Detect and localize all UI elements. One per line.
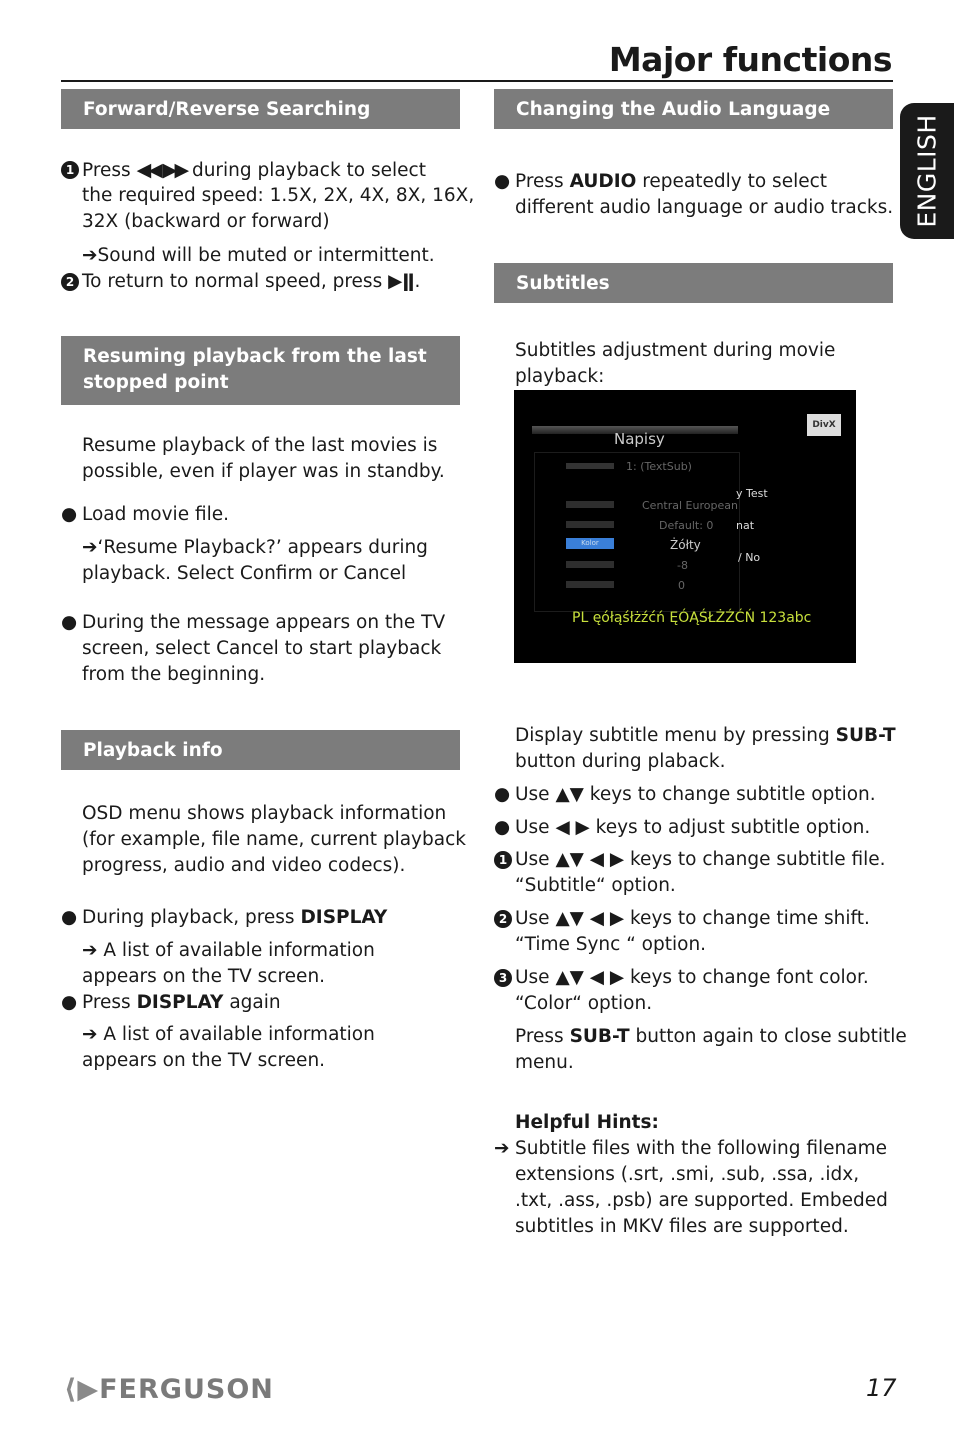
info-line-6: appears on the TV screen. — [82, 966, 326, 987]
sub-line-3b: SUB-T — [835, 725, 896, 746]
info-line-7b: DISPLAY — [136, 992, 224, 1013]
fr-line-4 — [61, 243, 435, 269]
header-resume — [61, 336, 460, 405]
info-line-7c: again — [223, 992, 281, 1013]
language-tab — [900, 103, 954, 239]
info-line-4 — [61, 905, 387, 931]
subtitle-menu-screenshot — [514, 390, 856, 663]
hints-line-1-text: Subtitle files with the following filename — [515, 1138, 888, 1159]
audio-line-1 — [494, 169, 827, 195]
res-line-8: from the beginning. — [82, 664, 266, 685]
hints-line-1 — [494, 1136, 887, 1162]
arrow-icon: ➔ — [82, 537, 98, 558]
menu-side-1: y Test — [736, 487, 768, 500]
res-line-2: possible, even if player was in standby. — [82, 461, 445, 482]
sub-line-8: “Subtitle“ option. — [515, 875, 676, 896]
menu-value-5: 0 — [678, 579, 685, 592]
sub-line-11 — [494, 965, 869, 991]
res-line-5: playback. Select Confirm or Cancel — [82, 563, 407, 584]
fr-line-3: 32X (backward or forward) — [82, 211, 330, 232]
hints-line-3: .txt, .ass, .psb) are supported. Embeded — [515, 1190, 888, 1211]
menu-panel — [534, 452, 740, 612]
ferguson-logo-text: FERGUSON — [99, 1374, 274, 1405]
menu-value-3: Żółty — [670, 538, 701, 552]
bullet-icon: ● — [61, 504, 78, 525]
sub-line-14: menu. — [515, 1052, 574, 1073]
page-title: Major functions — [608, 40, 892, 79]
res-line-7: screen, select Cancel to start playback — [82, 638, 442, 659]
sub-line-6 — [494, 815, 870, 841]
sub-line-6b: keys to adjust subtitle option. — [589, 817, 871, 838]
res-line-6 — [61, 610, 445, 636]
arrows-icon: ▲▼ ◀ ▶ — [555, 967, 625, 988]
info-line-7 — [61, 990, 281, 1016]
ferguson-logo — [64, 1374, 274, 1405]
sub-line-9b: keys to change time shift. — [624, 908, 870, 929]
menu-value-2: Default: 0 — [659, 519, 714, 532]
menu-row-label-1 — [566, 501, 614, 508]
header-resume-line-2: stopped point — [83, 372, 229, 393]
sub-line-13a: Press — [515, 1026, 570, 1047]
info-line-2: (for example, file name, current playback — [82, 829, 466, 850]
header-playback-info — [61, 730, 460, 770]
audio-line-1a: Press — [515, 171, 570, 192]
menu-row-label-5 — [566, 581, 614, 588]
step-1-icon: 1 — [61, 161, 79, 179]
res-line-4-text: ‘Resume Playback?’ appears during — [97, 537, 428, 558]
menu-value-1: Central European — [642, 499, 738, 512]
sub-line-13 — [494, 1024, 907, 1050]
sub-line-13b: SUB-T — [569, 1026, 630, 1047]
bullet-icon: ● — [494, 817, 511, 838]
bullet-icon: ● — [61, 992, 78, 1013]
subtitle-sample: PL ęółąśłżźćń ĘÓĄŚŁŻŹĆŃ 123abc — [572, 610, 812, 626]
header-subtitles — [494, 263, 893, 303]
bullet-icon: ● — [61, 612, 78, 633]
sub-line-9 — [494, 906, 870, 932]
bullet-icon: ● — [494, 171, 511, 192]
sub-line-6a: Use — [515, 817, 556, 838]
arrow-icon: ➔ — [82, 940, 98, 961]
step-3-icon: 3 — [494, 969, 512, 987]
menu-side-3: / No — [738, 551, 761, 564]
res-line-4 — [61, 535, 428, 561]
info-line-4b: DISPLAY — [300, 907, 388, 928]
language-tab-label: ENGLISH — [912, 114, 942, 228]
info-line-3: progress, audio and video codecs). — [82, 855, 406, 876]
menu-row-label-2 — [566, 521, 614, 528]
bullet-icon: ● — [494, 784, 511, 805]
info-line-7a: Press — [82, 992, 137, 1013]
res-line-3-text: Load movie file. — [82, 504, 230, 525]
fr-line-2: the required speed: 1.5X, 2X, 4X, 8X, 16X, — [82, 185, 475, 206]
info-line-9: appears on the TV screen. — [82, 1050, 326, 1071]
sub-line-5b: keys to change subtitle option. — [583, 784, 876, 805]
left-right-icon: ◀ ▶ — [555, 817, 590, 838]
divx-logo-icon: DivX — [807, 414, 841, 436]
menu-side-2: nat — [736, 519, 755, 532]
header-forward-reverse — [61, 89, 460, 129]
audio-line-1c: repeatedly to select — [636, 171, 828, 192]
audio-line-1b: AUDIO — [569, 171, 637, 192]
sub-line-10: “Time Sync “ option. — [515, 934, 707, 955]
ferguson-logo-mark-icon: ⟨▶ — [64, 1374, 100, 1405]
fr-line-1b: during playback to select — [186, 160, 426, 181]
sub-line-12: “Color“ option. — [515, 993, 653, 1014]
info-line-5-text: A list of available information — [97, 940, 375, 961]
audio-line-2: different audio language or audio tracks. — [515, 197, 894, 218]
sub-line-1: Subtitles adjustment during movie — [515, 340, 836, 361]
header-subtitles-text: Subtitles — [516, 273, 610, 294]
info-line-8 — [61, 1022, 375, 1048]
step-2-icon: 2 — [494, 910, 512, 928]
header-playback-info-text: Playback info — [83, 740, 223, 761]
sub-line-5 — [494, 782, 876, 808]
sub-line-11a: Use — [515, 967, 556, 988]
res-line-6-text: During the message appears on the TV — [82, 612, 446, 633]
hints-title: Helpful Hints: — [515, 1112, 659, 1133]
res-line-3 — [61, 502, 229, 528]
menu-file-label — [566, 463, 614, 469]
fr-line-5: 2 To return to normal speed, press ▶ǁ. — [61, 269, 420, 295]
header-audio-language-text: Changing the Audio Language — [516, 99, 831, 120]
step-2-icon: 2 — [61, 273, 79, 291]
arrows-icon: ▲▼ ◀ ▶ — [555, 849, 625, 870]
sub-line-7 — [494, 847, 886, 873]
fr-line-1 — [61, 157, 426, 184]
header-resume-line-1: Resuming playback from the last — [83, 346, 427, 367]
fr-line-1a: Press — [82, 160, 137, 181]
menu-row-label-4 — [566, 561, 614, 568]
page-number: 17 — [866, 1374, 897, 1402]
info-line-1: OSD menu shows playback information — [82, 803, 447, 824]
info-line-5 — [61, 938, 375, 964]
header-forward-reverse-text: Forward/Reverse Searching — [83, 99, 371, 120]
play-pause-icon: ▶ǁ — [388, 271, 415, 292]
arrow-icon: ➔ — [82, 1024, 98, 1045]
res-line-1: Resume playback of the last movies is — [82, 435, 438, 456]
menu-value-4: -8 — [677, 559, 688, 572]
hints-line-4: subtitles in MKV files are supported. — [515, 1216, 849, 1237]
fr-line-5-text: To return to normal speed, press — [82, 271, 389, 292]
header-audio-language — [494, 89, 893, 129]
bullet-icon: ● — [61, 907, 78, 928]
sub-line-2: playback: — [515, 366, 605, 387]
info-line-4a: During playback, press — [82, 907, 301, 928]
sub-line-7a: Use — [515, 849, 556, 870]
menu-row-highlight: Kolor — [566, 538, 614, 549]
sub-line-13c: button again to close subtitle — [629, 1026, 907, 1047]
step-1-icon: 1 — [494, 851, 512, 869]
fr-line-4-text: Sound will be muted or intermittent. — [97, 245, 435, 266]
sub-line-11b: keys to change font color. — [624, 967, 869, 988]
menu-title: Napisy — [614, 430, 665, 448]
arrows-icon: ▲▼ ◀ ▶ — [555, 908, 625, 929]
rewind-forward-icon: ◀◀ ▶▶ — [136, 159, 187, 181]
arrow-icon: ➔ — [494, 1138, 510, 1159]
title-rule — [61, 80, 893, 82]
sub-line-3 — [494, 723, 896, 749]
hints-line-2: extensions (.srt, .smi, .sub, .ssa, .idx, — [515, 1164, 860, 1185]
sub-line-5a: Use — [515, 784, 556, 805]
up-down-icon: ▲▼ — [555, 784, 584, 805]
sub-line-4: button during plaback. — [515, 751, 726, 772]
menu-file-value: 1: (TextSub) — [626, 460, 692, 473]
arrow-icon: ➔ — [82, 245, 98, 266]
sub-line-9a: Use — [515, 908, 556, 929]
sub-line-7b: keys to change subtitle file. — [624, 849, 886, 870]
info-line-8-text: A list of available information — [97, 1024, 375, 1045]
sub-line-3a: Display subtitle menu by pressing — [515, 725, 836, 746]
